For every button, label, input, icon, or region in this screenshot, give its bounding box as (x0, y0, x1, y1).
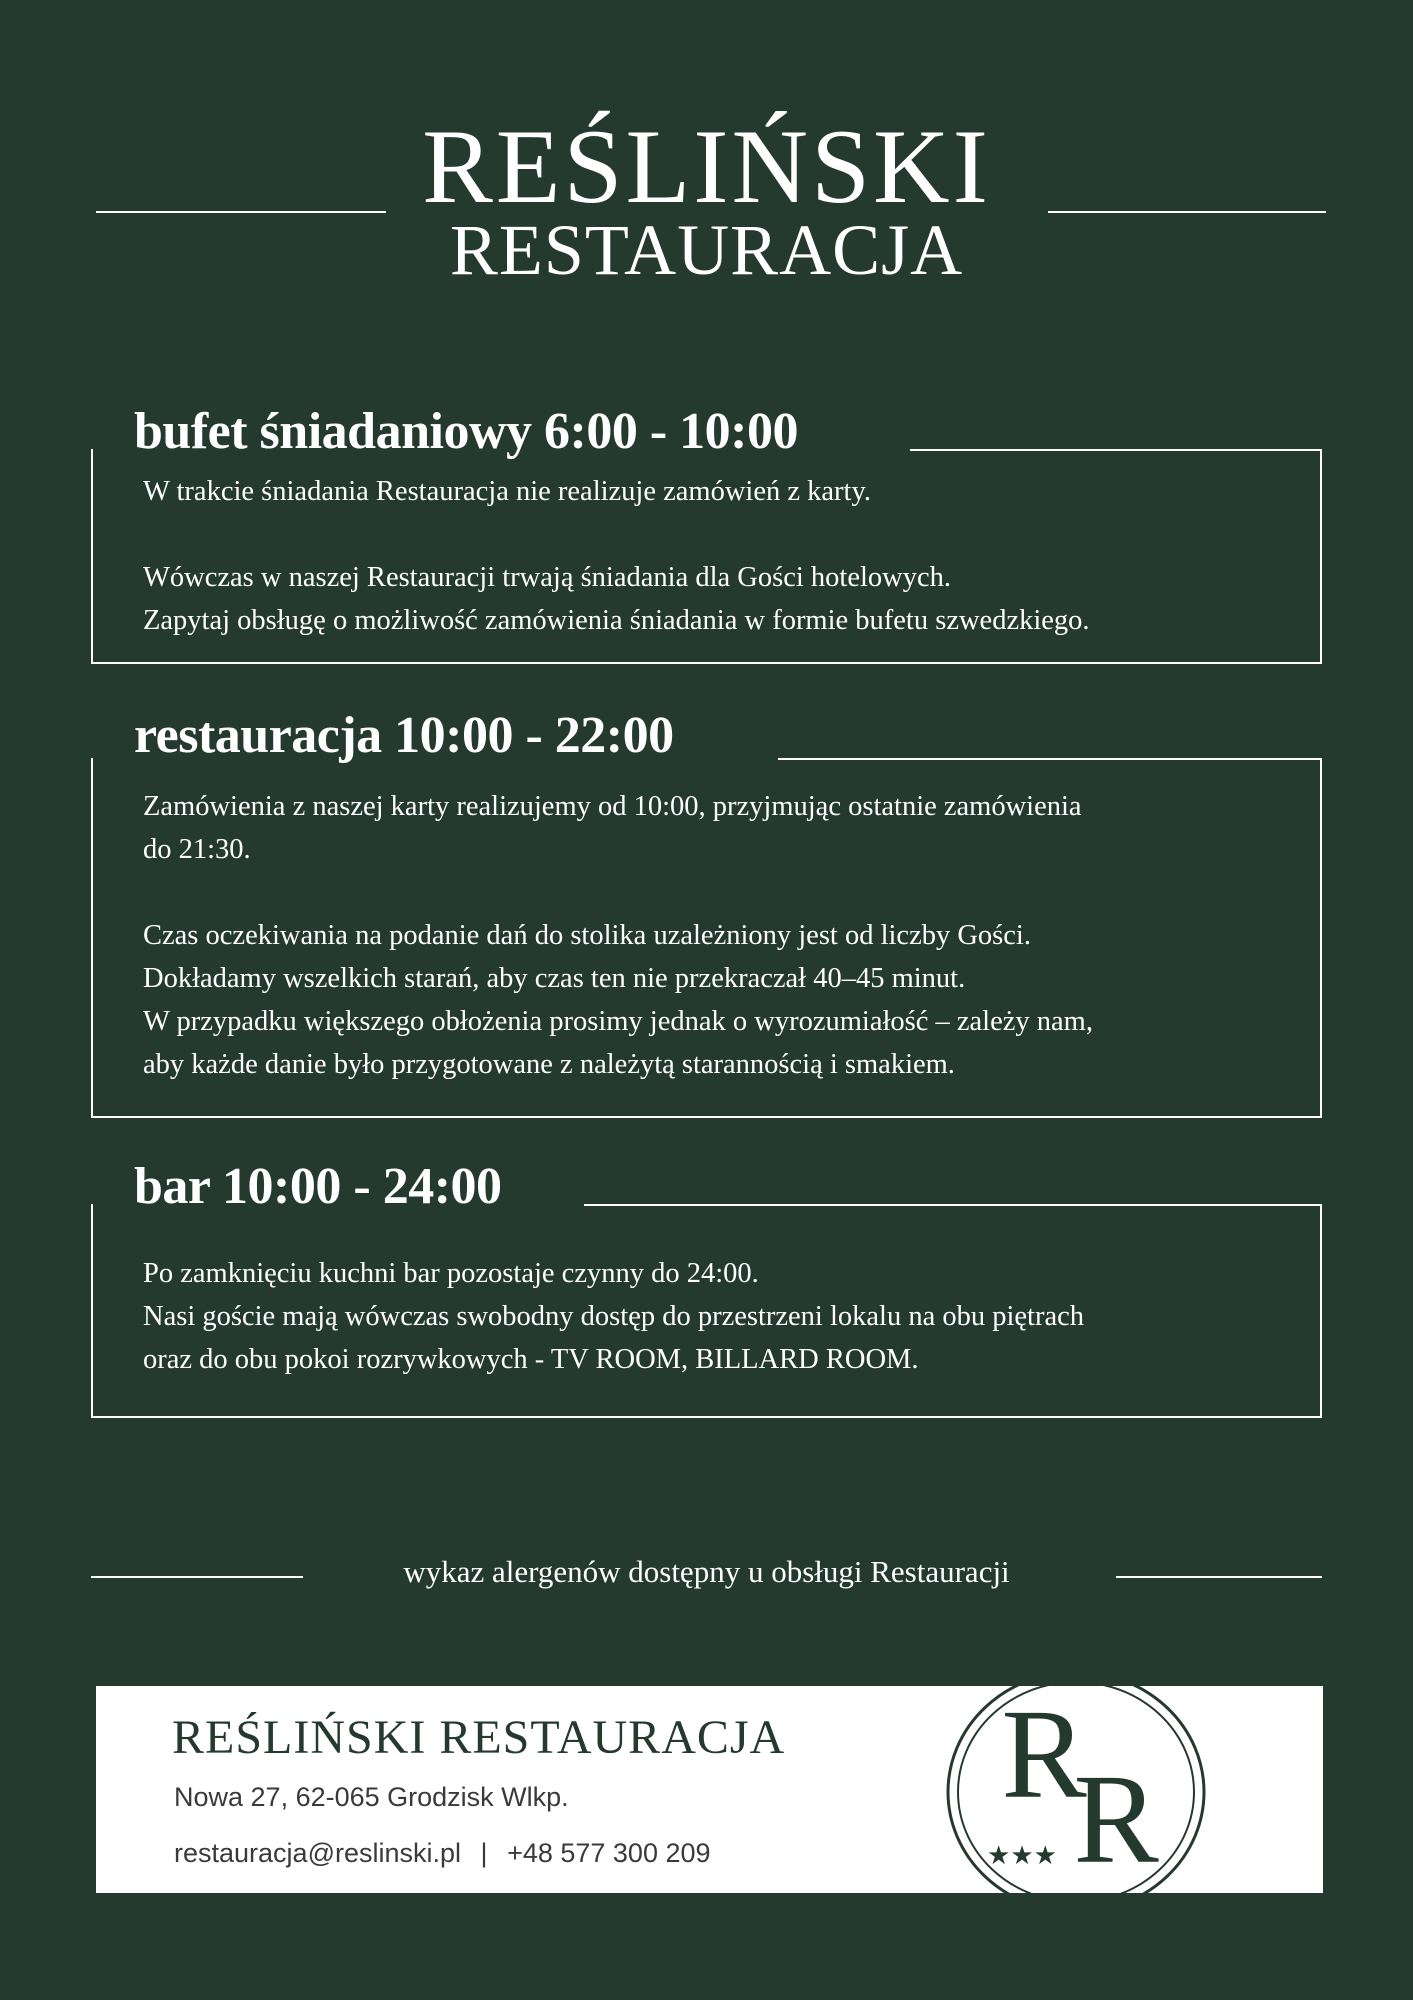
breakfast-line: Zapytaj obsługę o możliwość zamówienia śniadania w formie bufetu szwedzkiego. (143, 605, 1090, 636)
restaurant-line: aby każde danie było przygotowane z należytą starannością i smakiem. (143, 1049, 955, 1080)
bar-line: oraz do obu pokoi rozrywkowych - TV ROOM, BILLARD ROOM. (143, 1344, 919, 1375)
restaurant-heading: restauracja 10:00 - 22:00 (134, 707, 674, 764)
footer-address: Nowa 27, 62-065 Grodzisk Wlkp. (174, 1782, 569, 1812)
rr-logo-icon (926, 1686, 1266, 1893)
footer-separator: | (480, 1838, 488, 1868)
footer-card (96, 1686, 1323, 1893)
restaurant-line: Dokładamy wszelkich starań, aby czas ten nie przekraczał 40–45 minut. (143, 963, 966, 994)
restaurant-top-rule (778, 758, 1322, 760)
logo-stars: ★★★ (987, 1841, 1057, 1871)
logo-letter-right: R (1073, 1748, 1159, 1890)
bar-top-rule (584, 1204, 1322, 1206)
allergen-note: wykaz alergenów dostępny u obsługi Restauracji (403, 1554, 1010, 1589)
brand-subtitle: RESTAURACJA (449, 210, 964, 290)
breakfast-line: Wówczas w naszej Restauracji trwają śniadania dla Gości hotelowych. (143, 562, 951, 593)
restaurant-line: Zamówienia z naszej karty realizujemy od 10:00, przyjmując ostatnie zamówienia (143, 791, 1082, 822)
restaurant-line: do 21:30. (143, 834, 251, 865)
restaurant-line: Czas oczekiwania na podanie dań do stolika uzależniony jest od liczby Gości. (143, 920, 1031, 951)
breakfast-line: W trakcie śniadania Restauracja nie realizuje zamówień z karty. (143, 476, 871, 507)
footer-contact (174, 1836, 711, 1870)
breakfast-heading: bufet śniadaniowy 6:00 - 10:00 (134, 403, 798, 460)
footer-email[interactable]: restauracja@reslinski.pl (174, 1838, 462, 1868)
rr-logo (926, 1686, 1266, 1893)
restaurant-body (143, 785, 1093, 1086)
brand-title: REŚLIŃSKI (422, 108, 991, 225)
bar-heading: bar 10:00 - 24:00 (134, 1158, 502, 1215)
footer-phone[interactable]: +48 577 300 209 (507, 1838, 711, 1868)
breakfast-top-rule (910, 449, 1322, 451)
breakfast-gap (143, 513, 1090, 556)
footer-name: REŚLIŃSKI RESTAURACJA (172, 1711, 786, 1764)
restaurant-gap (143, 871, 1093, 914)
logo-letter-left: R (1001, 1686, 1087, 1825)
bar-line: Nasi goście mają wówczas swobodny dostęp do przestrzeni lokalu na obu piętrach (143, 1301, 1085, 1332)
bar-body (143, 1252, 1084, 1381)
bar-line: Po zamknięciu kuchni bar pozostaje czynny do 24:00. (143, 1258, 759, 1289)
breakfast-body (143, 470, 1090, 642)
restaurant-line: W przypadku większego obłożenia prosimy jednak o wyrozumiałość – zależy nam, (143, 1006, 1093, 1037)
